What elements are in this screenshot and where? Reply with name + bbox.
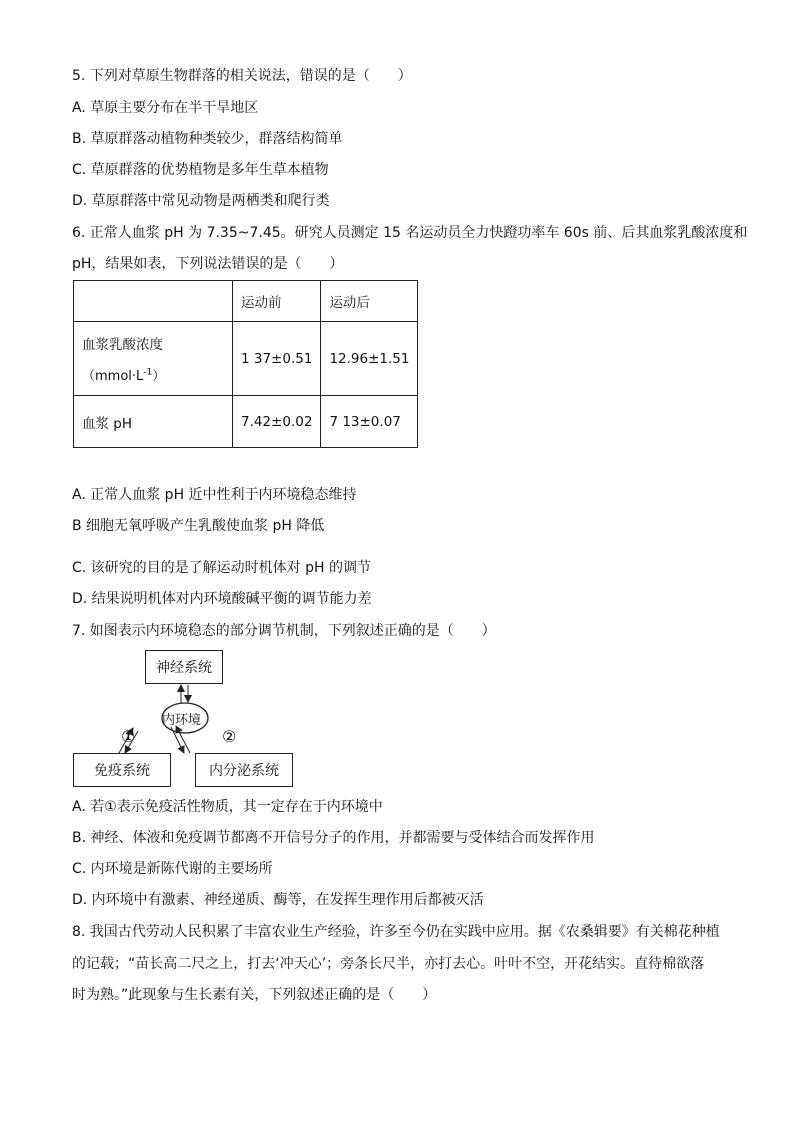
- q8-line2: 的记载；“苗长高二尺之上，打去‘冲天心’；旁条长尺半，亦打去心。叶叶不空，开花结实。直待棉欲落: [72, 956, 705, 972]
- endocrine-system-box: 内分泌系统: [195, 753, 293, 787]
- q7-option-d: D. 内环境中有激素、神经递质、酶等，在发挥生理作用后都被灭活: [72, 892, 484, 908]
- q6-option-c: C. 该研究的目的是了解运动时机体对 pH 的调节: [72, 560, 371, 576]
- q5-option-d: D. 草原群落中常见动物是两栖类和爬行类: [72, 193, 330, 209]
- q7-option-a: A. 若①表示免疫活性物质，其一定存在于内环境中: [72, 799, 383, 815]
- table-cell: 血浆 pH: [74, 396, 233, 448]
- table-cell: 12.96±1.51: [321, 322, 418, 396]
- label-1: ①: [121, 727, 136, 746]
- q8-line3: 时为熟。”此现象与生长素有关，下列叙述正确的是（ ）: [72, 987, 437, 1003]
- table-cell: 1 37±0.51: [233, 322, 321, 396]
- q8-line1: 8. 我国古代劳动人民积累了丰富农业生产经验，许多至今仍在实践中应用。据《农桑辑要》有关棉花种植: [72, 924, 720, 940]
- table-header-cell: 运动后: [321, 281, 418, 322]
- row-unit: $(mmol\cdot L^{-1})$: [82, 367, 166, 384]
- q7-option-b: B. 神经、体液和免疫调节都离不开信号分子的作用，并都需要与受体结合而发挥作用: [72, 830, 595, 846]
- internal-environment-label: 内环境: [162, 713, 202, 728]
- q6-option-a: A. 正常人血浆 pH 近中性利于内环境稳态维持: [72, 487, 357, 503]
- q6-option-b: B 细胞无氧呼吸产生乳酸使血浆 pH 降低: [72, 518, 325, 534]
- nervous-system-box: 神经系统: [145, 650, 223, 684]
- table-cell: 7 13±0.07: [321, 396, 418, 448]
- q5-option-b: B. 草原群落动植物种类较少，群落结构简单: [72, 131, 343, 147]
- q6-option-d: D. 结果说明机体对内环境酸碱平衡的调节能力差: [72, 591, 372, 607]
- q5-option-a: A. 草原主要分布在半干旱地区: [72, 100, 259, 116]
- q5-stem: 5. 下列对草原生物群落的相关说法，错误的是（ ）: [72, 68, 412, 84]
- table-header-cell: 运动前: [233, 281, 321, 322]
- immune-system-box: 免疫系统: [73, 753, 171, 787]
- q6-stem-line2: pH，结果如表，下列说法错误的是（ ）: [72, 256, 344, 272]
- table-cell: 7.42±0.02: [233, 396, 321, 448]
- label-2: ②: [222, 727, 237, 746]
- q7-stem: 7. 如图表示内环境稳态的部分调节机制，下列叙述正确的是（ ）: [72, 623, 496, 639]
- q5-option-c: C. 草原群落的优势植物是多年生草本植物: [72, 162, 329, 178]
- row-label: 血浆乳酸浓度: [82, 337, 163, 353]
- q7-option-c: C. 内环境是新陈代谢的主要场所: [72, 861, 273, 877]
- q6-stem-line1: 6. 正常人血浆 pH 为 7.35~7.45。研究人员测定 15 名运动员全力快蹬功率车 60s 前、后其血浆乳酸浓度和: [72, 225, 748, 241]
